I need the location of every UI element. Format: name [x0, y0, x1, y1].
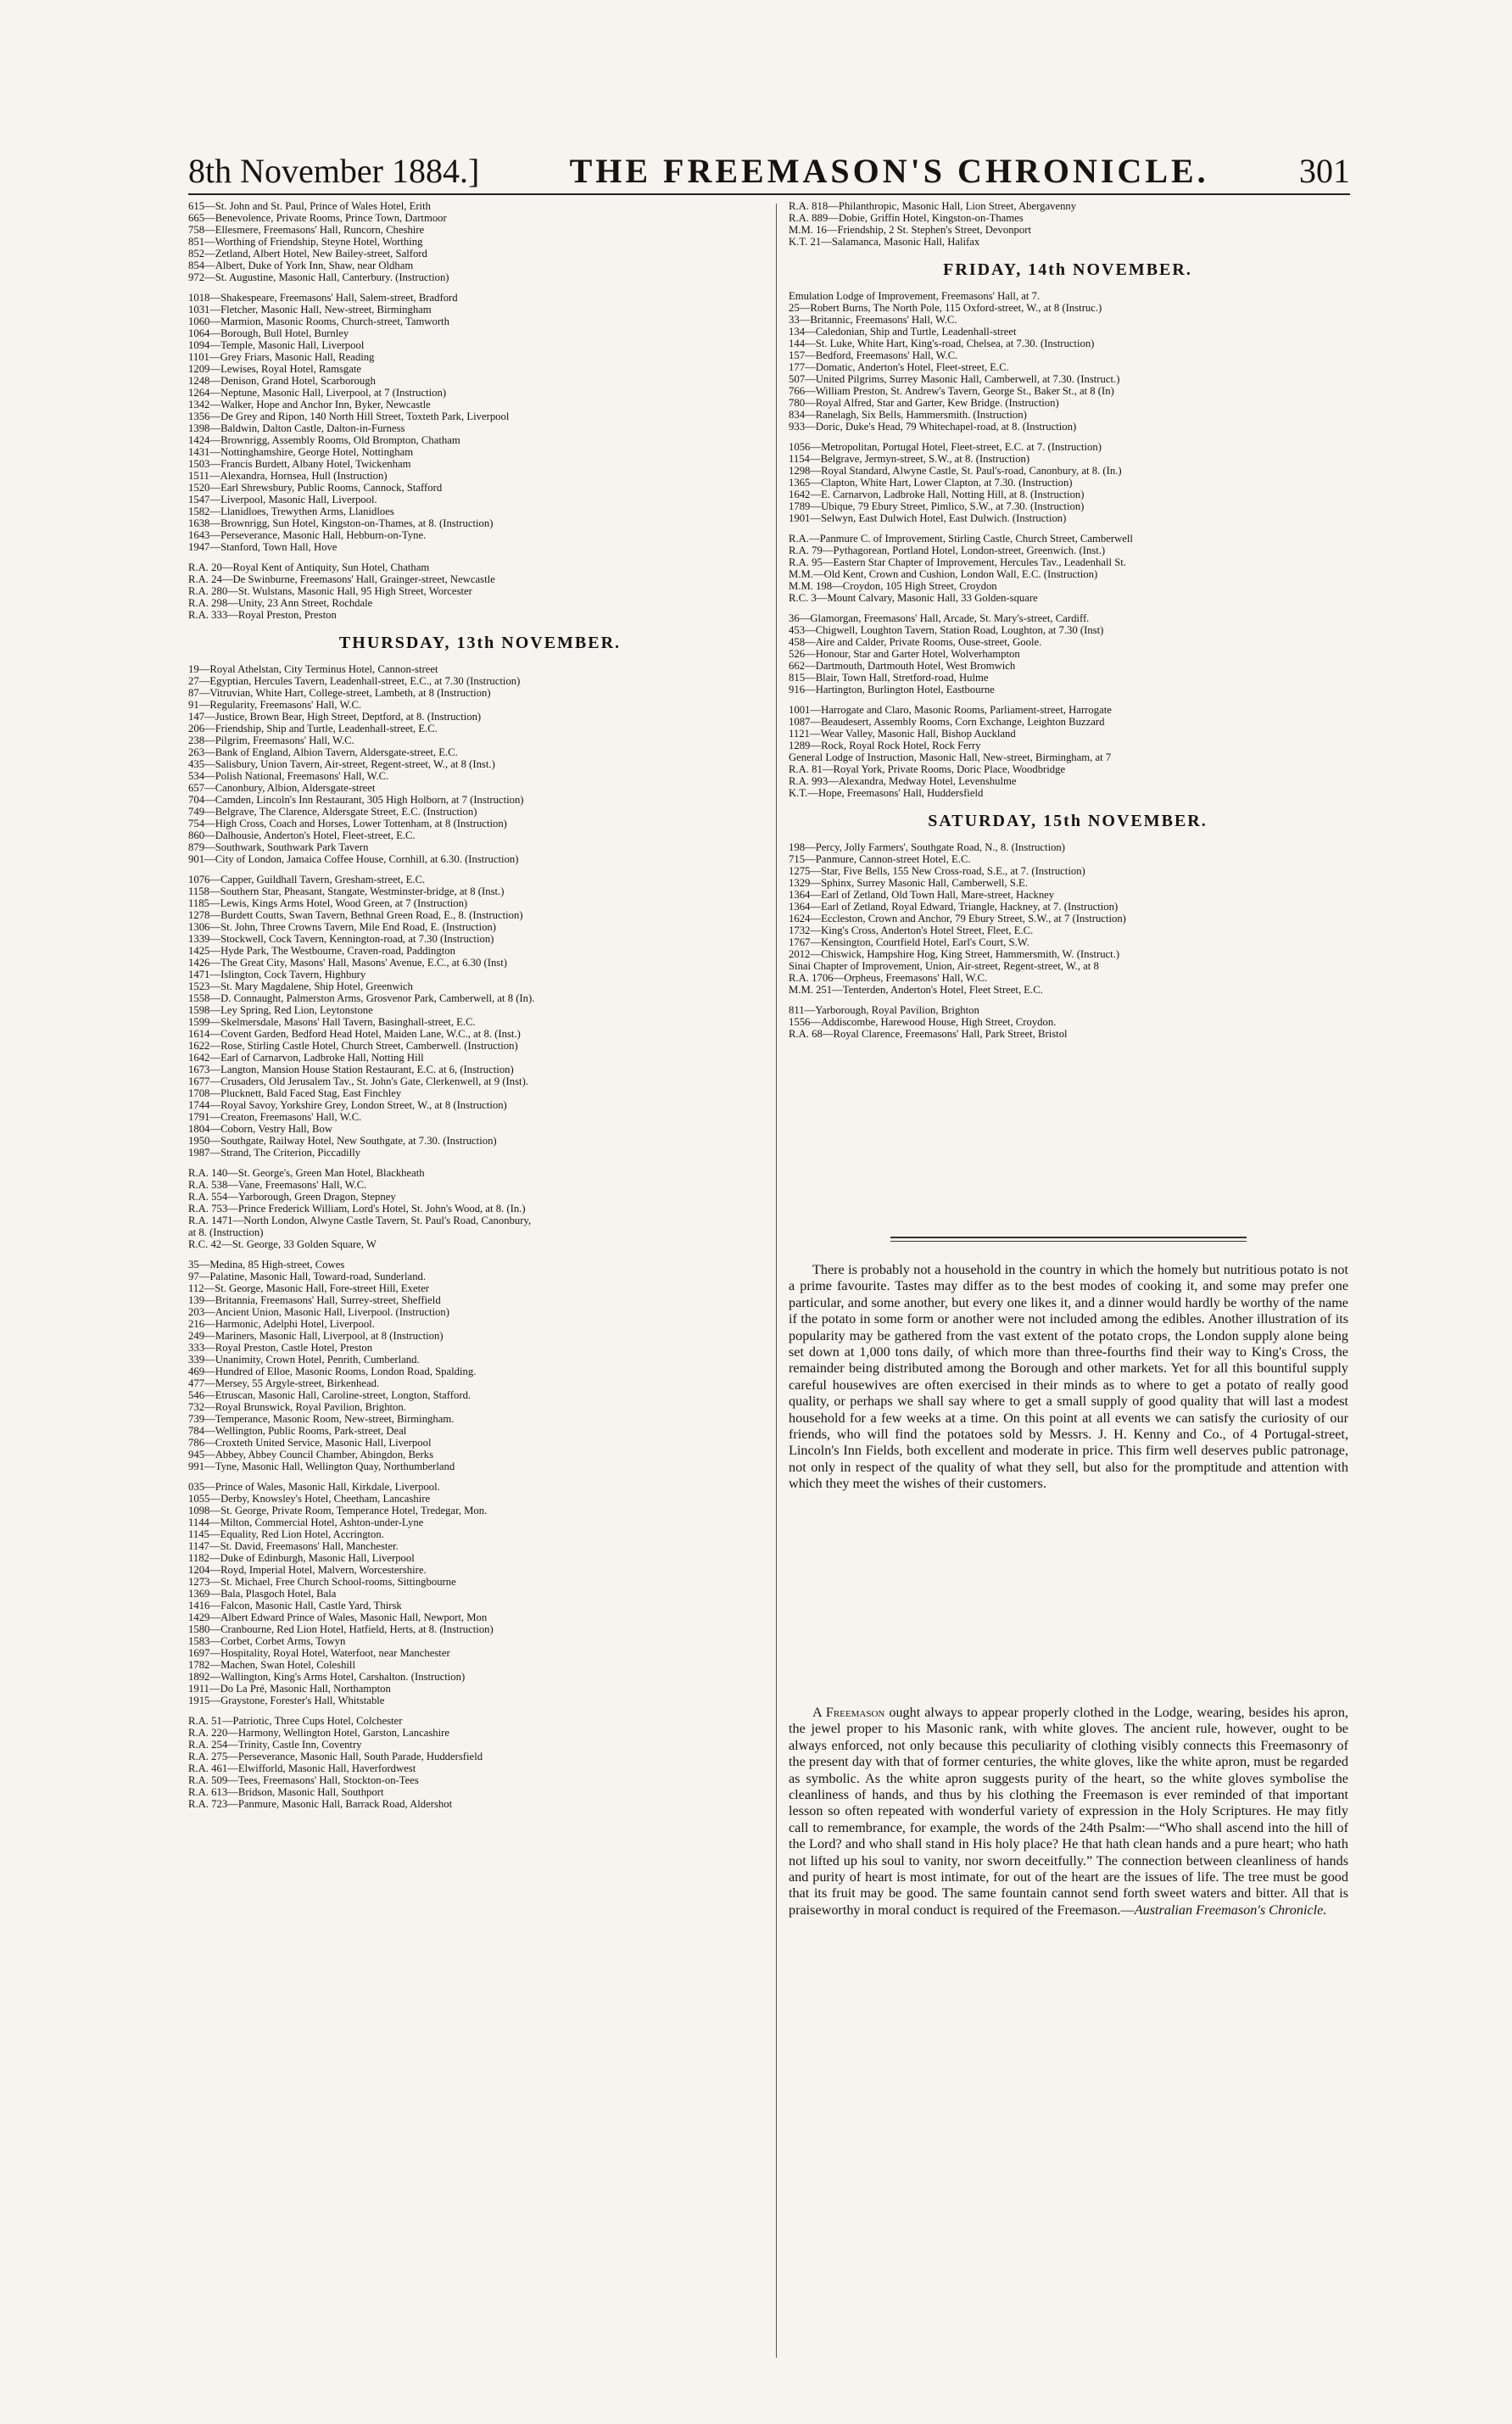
- list-entry: 035—Prince of Wales, Masonic Hall, Kirkdale, Liverpool.: [188, 1481, 440, 1493]
- chapter-list: [789, 200, 1347, 248]
- list-entry: 469—Hundred of Elloe, Masonic Rooms, London Road, Spalding.: [188, 1366, 477, 1377]
- list-entry: R.A. 613—Bridson, Masonic Hall, Southport: [188, 1786, 384, 1798]
- list-entry: 1087—Beaudesert, Assembly Rooms, Corn Exchange, Leighton Buzzard: [789, 716, 1105, 728]
- list-entry: at 8. (Instruction): [188, 1226, 264, 1238]
- list-entry: 732—Royal Brunswick, Royal Pavilion, Brighton.: [188, 1401, 406, 1413]
- list-entry: 1364—Earl of Zetland, Old Town Hall, Mare-street, Hackney: [789, 889, 1055, 901]
- list-entry: 1642—E. Carnarvon, Ladbroke Hall, Notting Hill, at 8. (Instruction): [789, 489, 1085, 500]
- list-entry: R.A. 79—Pythagorean, Portland Hotel, London-street, Greenwich. (Inst.): [789, 545, 1106, 556]
- list-entry: 1511—Alexandra, Hornsea, Hull (Instruction): [188, 470, 388, 482]
- list-entry: 139—Britannia, Freemasons' Hall, Surrey-street, Sheffield: [188, 1294, 441, 1306]
- list-entry: 815—Blair, Town Hall, Stretford-road, Hulme: [789, 672, 989, 684]
- list-entry: R.A. 298—Unity, 23 Ann Street, Rochdale: [188, 597, 373, 609]
- list-entry: 1643—Perseverance, Masonic Hall, Hebburn-on-Tyne.: [188, 529, 427, 541]
- list-entry: 766—William Preston, St. Andrew's Tavern, George St., Baker St., at 8 (In): [789, 385, 1114, 397]
- list-entry: R.A. 220—Harmony, Wellington Hotel, Garston, Lancashire: [188, 1727, 449, 1739]
- list-entry: 1209—Lewises, Royal Hotel, Ramsgate: [188, 363, 362, 375]
- list-entry: 25—Robert Burns, The North Pole, 115 Oxford-street, W., at 8 (Instruc.): [789, 302, 1102, 314]
- list-entry: 97—Palatine, Masonic Hall, Toward-road, Sunderland.: [188, 1271, 427, 1282]
- list-entry: R.A. 554—Yarborough, Green Dragon, Stepney: [188, 1191, 396, 1203]
- list-entry: R.A. 95—Eastern Star Chapter of Improvement, Hercules Tav., Leadenhall St.: [789, 556, 1126, 568]
- list-entry: 739—Temperance, Masonic Room, New-street, Birmingham.: [188, 1413, 455, 1425]
- list-entry: General Lodge of Instruction, Masonic Hall, New-street, Birmingham, at 7: [789, 751, 1112, 763]
- list-entry: 1018—Shakespeare, Freemasons' Hall, Salem-street, Bradford: [188, 292, 458, 304]
- list-entry: 1599—Skelmersdale, Masons' Hall Tavern, Basinghall-street, E.C.: [188, 1016, 476, 1028]
- list-entry: R.A. 461—Elwifforld, Masonic Hall, Haverfordwest: [188, 1762, 416, 1774]
- list-entry: 901—City of London, Jamaica Coffee House, Cornhill, at 6.30. (Instruction): [188, 853, 519, 865]
- list-entry: R.A. 1471—North London, Alwyne Castle Tavern, St. Paul's Road, Canonbury,: [188, 1215, 532, 1226]
- list-entry: 1101—Grey Friars, Masonic Hall, Reading: [188, 351, 375, 363]
- article-potato: There is probably not a household in the country in which the homely but nutritious potato is not a prime favourite. Tastes may differ as to the best modes of cooking it, and some may prefer one particular, and some another, but every one likes it, and a dinner would hardly be worthy of the name if the potato in some form or another were not included among the edibles. Another illustration of its popularity may be gathered from the vast extent of the potato crops, the London supply alone being set down at 1,000 tons daily, of which more than three-fourths find their way to King's Cross, the remainder being distributed among the Borough and other markets. Yet for all this bountiful supply careful housewives are often exercised in their minds as to where to get a potato of really good quality, or perhaps we shall say where to get a small supply of good quality that will last a modest household for a few weeks at a time. On this point at all events we can satisfy the curiosity of our friends, who will find the potatoes sold by Messrs. J. H. Kenny and Co., of 4 Portugal-street, Lincoln's Inn Fields, both excellent and moderate in price. This firm well deserves public patronage, not only in respect of the quality of what they sell, but also for the promptitude and attention with which they meet the wishes of their customers.: [789, 1262, 1348, 1492]
- list-entry: 458—Aire and Calder, Private Rooms, Ouse-street, Goole.: [789, 636, 1042, 648]
- list-entry: 1987—Strand, The Criterion, Piccadilly: [188, 1147, 361, 1159]
- page-number: 301: [1299, 152, 1350, 190]
- list-entry: 1789—Ubique, 79 Ebury Street, Pimlico, S.W., at 7.30. (Instruction): [789, 500, 1085, 512]
- list-entry: 35—Medina, 85 High-street, Cowes: [188, 1259, 345, 1271]
- list-entry: 1950—Southgate, Railway Hotel, New Southgate, at 7.30. (Instruction): [188, 1135, 497, 1147]
- list-entry: 1094—Temple, Masonic Hall, Liverpool: [188, 339, 365, 351]
- article-source: Australian Freemason's Chronicle.: [1134, 1902, 1327, 1918]
- list-entry: 1154—Belgrave, Jermyn-street, S.W., at 8. (Instruction): [789, 453, 1030, 465]
- chapter-list: [188, 1715, 772, 1810]
- list-entry: 933—Doric, Duke's Head, 79 Whitechapel-road, at 8. (Instruction): [789, 421, 1077, 433]
- list-entry: 1471—Islington, Cock Tavern, Highbury: [188, 969, 366, 980]
- list-entry: 1369—Bala, Plasgoch Hotel, Bala: [188, 1588, 337, 1600]
- list-entry: R.A. 24—De Swinburne, Freemasons' Hall, Grainger-street, Newcastle: [188, 573, 495, 585]
- list-entry: R.A. 333—Royal Preston, Preston: [188, 609, 337, 621]
- list-entry: 1275—Star, Five Bells, 155 New Cross-road, S.E., at 7. (Instruction): [789, 865, 1085, 877]
- list-entry: 1744—Royal Savoy, Yorkshire Grey, London Street, W., at 8 (Instruction): [188, 1099, 507, 1111]
- list-entry: 112—St. George, Masonic Hall, Fore-street Hill, Exeter: [188, 1282, 429, 1294]
- list-entry: 87—Vitruvian, White Hart, College-street, Lambeth, at 8 (Instruction): [188, 687, 491, 699]
- list-entry: 1791—Creaton, Freemasons' Hall, W.C.: [188, 1111, 362, 1123]
- list-entry: 147—Justice, Brown Bear, High Street, Deptford, at 8. (Instruction): [188, 711, 482, 723]
- section-heading-saturday: SATURDAY, 15th NOVEMBER.: [928, 812, 1208, 830]
- list-entry: 1076—Capper, Guildhall Tavern, Gresham-street, E.C.: [188, 874, 426, 885]
- list-entry: 758—Ellesmere, Freemasons' Hall, Runcorn, Cheshire: [188, 224, 425, 236]
- list-entry: 507—United Pilgrims, Surrey Masonic Hall, Camberwell, at 7.30. (Instruct.): [789, 373, 1120, 385]
- list-entry: R.A. 68—Royal Clarence, Freemasons' Hall, Park Street, Bristol: [789, 1028, 1068, 1040]
- list-entry: R.A. 723—Panmure, Masonic Hall, Barrack Road, Aldershot: [188, 1798, 453, 1810]
- list-entry: 144—St. Luke, White Hart, King's-road, Chelsea, at 7.30. (Instruction): [789, 338, 1095, 349]
- list-entry: 1121—Wear Valley, Masonic Hall, Bishop Auckland: [789, 728, 1016, 740]
- lodge-list: [188, 200, 772, 283]
- list-entry: 1342—Walker, Hope and Anchor Inn, Byker, Newcastle: [188, 399, 431, 411]
- list-entry: 263—Bank of England, Albion Tavern, Aldersgate-street, E.C.: [188, 746, 458, 758]
- list-entry: 1429—Albert Edward Prince of Wales, Masonic Hall, Newport, Mon: [188, 1611, 488, 1623]
- list-entry: 1424—Brownrigg, Assembly Rooms, Old Brompton, Chatham: [188, 434, 460, 446]
- list-entry: 435—Salisbury, Union Tavern, Air-street, Regent-street, W., at 8 (Inst.): [188, 758, 495, 770]
- list-entry: 1426—The Great City, Masons' Hall, Masons' Avenue, E.C., at 6.30 (Inst): [188, 957, 507, 969]
- list-entry: 945—Abbey, Abbey Council Chamber, Abingdon, Berks: [188, 1449, 434, 1461]
- list-entry: 1911—Do La Pré, Masonic Hall, Northampton: [188, 1683, 391, 1695]
- list-entry: 1182—Duke of Edinburgh, Masonic Hall, Liverpool: [188, 1552, 415, 1564]
- list-entry: 36—Glamorgan, Freemasons' Hall, Arcade, St. Mary's-street, Cardiff.: [789, 612, 1090, 624]
- list-entry: R.A. 81—Royal York, Private Rooms, Doric Place, Woodbridge: [789, 763, 1066, 775]
- column-divider: [776, 204, 777, 2358]
- lodge-list: [789, 704, 1347, 799]
- list-entry: 991—Tyne, Masonic Hall, Wellington Quay, Northumberland: [188, 1461, 455, 1472]
- list-entry: 1767—Kensington, Courtfield Hotel, Earl's Court, S.W.: [789, 936, 1029, 948]
- list-entry: 852—Zetland, Albert Hotel, New Bailey-street, Salford: [188, 248, 427, 260]
- lodge-list: [789, 612, 1347, 695]
- list-entry: 1264—Neptune, Masonic Hall, Liverpool, at 7 (Instruction): [188, 387, 447, 399]
- list-entry: R.A. 993—Alexandra, Medway Hotel, Levenshulme: [789, 775, 1017, 787]
- list-entry: R.A. 889—Dobie, Griffin Hotel, Kingston-on-Thames: [789, 212, 1024, 224]
- list-entry: 1306—St. John, Three Crowns Tavern, Mile End Road, E. (Instruction): [188, 921, 497, 933]
- lodge-list: [789, 441, 1347, 524]
- list-entry: 27—Egyptian, Hercules Tavern, Leadenhall-street, E.C., at 7.30 (Instruction): [188, 675, 521, 687]
- chapter-list: [789, 533, 1347, 604]
- list-entry: 780—Royal Alfred, Star and Garter, Kew Bridge. (Instruction): [789, 397, 1059, 409]
- right-column: [789, 200, 1347, 1040]
- list-entry: 1673—Langton, Mansion House Station Restaurant, E.C. at 6, (Instruction): [188, 1064, 514, 1075]
- list-entry: 860—Dalhousie, Anderton's Hotel, Fleet-street, E.C.: [188, 829, 416, 841]
- list-entry: 1185—Lewis, Kings Arms Hotel, Wood Green, at 7 (Instruction): [188, 897, 468, 909]
- list-entry: 1624—Eccleston, Crown and Anchor, 79 Ebury Street, S.W., at 7 (Instruction): [789, 913, 1126, 924]
- list-entry: 1622—Rose, Stirling Castle Hotel, Church Street, Camberwell. (Instruction): [188, 1040, 518, 1052]
- list-entry: K.T. 21—Salamanca, Masonic Hall, Halifax: [789, 236, 980, 248]
- list-entry: 1060—Marmion, Masonic Rooms, Church-street, Tamworth: [188, 316, 449, 327]
- list-entry: 1520—Earl Shrewsbury, Public Rooms, Cannock, Stafford: [188, 482, 443, 494]
- list-entry: 749—Belgrave, The Clarence, Aldersgate Street, E.C. (Instruction): [188, 806, 477, 818]
- list-entry: 854—Albert, Duke of York Inn, Shaw, near Oldham: [188, 260, 414, 271]
- masthead: [188, 139, 1350, 190]
- list-entry: 1001—Harrogate and Claro, Masonic Rooms, Parliament-street, Harrogate: [789, 704, 1112, 716]
- list-entry: 453—Chigwell, Loughton Tavern, Station Road, Loughton, at 7.30 (Inst): [789, 624, 1104, 636]
- list-entry: R.A. 509—Tees, Freemasons' Hall, Stockton-on-Tees: [188, 1774, 419, 1786]
- list-entry: 526—Honour, Star and Garter Hotel, Wolverhampton: [789, 648, 1020, 660]
- list-entry: R.A. 51—Patriotic, Three Cups Hotel, Colchester: [188, 1715, 403, 1727]
- list-entry: 657—Canonbury, Albion, Aldersgate-street: [188, 782, 376, 794]
- list-entry: 615—St. John and St. Paul, Prince of Wales Hotel, Erith: [188, 200, 431, 212]
- list-entry: 851—Worthing of Friendship, Steyne Hotel, Worthing: [188, 236, 423, 248]
- list-entry: 477—Mersey, 55 Argyle-street, Birkenhead.: [188, 1377, 380, 1389]
- list-entry: R.A. 818—Philanthropic, Masonic Hall, Lion Street, Abergavenny: [789, 200, 1077, 212]
- list-entry: 1901—Selwyn, East Dulwich Hotel, East Dulwich. (Instruction): [789, 512, 1067, 524]
- list-entry: 1642—Earl of Carnarvon, Ladbroke Hall, Notting Hill: [188, 1052, 424, 1064]
- list-entry: R.A. 280—St. Wulstans, Masonic Hall, 95 High Street, Worcester: [188, 585, 472, 597]
- lodge-list: [188, 1481, 772, 1706]
- list-entry: Sinai Chapter of Improvement, Union, Air-street, Regent-street, W., at 8: [789, 960, 1099, 972]
- list-entry: 177—Domatic, Anderton's Hotel, Fleet-street, E.C.: [789, 361, 1009, 373]
- list-entry: 203—Ancient Union, Masonic Hall, Liverpool. (Instruction): [188, 1306, 449, 1318]
- list-entry: R.C. 42—St. George, 33 Golden Square, W: [188, 1238, 377, 1250]
- list-entry: 1583—Corbet, Corbet Arms, Towyn: [188, 1635, 346, 1647]
- list-entry: 1056—Metropolitan, Portugal Hotel, Fleet-street, E.C. at 7. (Instruction): [789, 441, 1102, 453]
- list-entry: 1431—Nottinghamshire, George Hotel, Nottingham: [188, 446, 414, 458]
- list-entry: 662—Dartmouth, Dartmouth Hotel, West Bromwich: [789, 660, 1016, 672]
- list-entry: 339—Unanimity, Crown Hotel, Penrith, Cumberland.: [188, 1354, 420, 1366]
- list-entry: M.M. 16—Friendship, 2 St. Stephen's Street, Devonport: [789, 224, 1031, 236]
- list-entry: 1145—Equality, Red Lion Hotel, Accrington.: [188, 1528, 384, 1540]
- list-entry: 1638—Brownrigg, Sun Hotel, Kingston-on-Thames, at 8. (Instruction): [188, 517, 494, 529]
- left-column: [188, 200, 772, 1810]
- list-entry: 1289—Rock, Royal Rock Hotel, Rock Ferry: [789, 740, 981, 751]
- list-entry: 249—Mariners, Masonic Hall, Liverpool, at 8 (Instruction): [188, 1330, 444, 1342]
- list-entry: 786—Croxteth United Service, Masonic Hall, Liverpool: [188, 1437, 432, 1449]
- list-entry: R.A. 20—Royal Kent of Antiquity, Sun Hotel, Chatham: [188, 561, 430, 573]
- article-lead: A: [812, 1705, 822, 1720]
- list-entry: R.A. 538—Vane, Freemasons' Hall, W.C.: [188, 1179, 367, 1191]
- list-entry: R.A. 254—Trinity, Castle Inn, Coventry: [188, 1739, 362, 1751]
- list-entry: R.A. 1706—Orpheus, Freemasons' Hall, W.C.: [789, 972, 988, 984]
- article-body: ought always to appear properly clothed in the Lodge, wearing, besides his apron, the jewel proper to his Masonic rank, with white gloves. The ancient rule, however, ought to be always enforced, not only because this peculiarity of clothing visibly connects this Freemasonry of the present day with that of former centuries, the white gloves, like the white apron, must be regarded as symbolic. As the white apron suggests purity of the heart, so the white gloves symbolise the cleanliness of hands, and thus by his clothing the Freemason is ever reminded of that important lesson so often repeated with wonderful variety of expression in the Holy Scriptures. He may fitly call to remembrance, for example, the words of the 24th Psalm:—“Who shall ascend into the hill of the Lord? and who shall stand in His holy place? He that hath clean hands and a pure heart; who hath not lifted up his soul to vanity, nor sworn deceitfully.” The connection between cleanliness of hands and purity of heart is most intimate, for out of the heart are the issues of life. The tree must be good that its fruit may be good. The same fountain cannot send forth sweet waters and bitter. All that is praiseworthy in moral conduct is required of the Freemason.—: [789, 1705, 1349, 1918]
- list-entry: 1364—Earl of Zetland, Royal Edward, Triangle, Hackney, at 7. (Instruction): [789, 901, 1119, 913]
- list-entry: R.A.—Panmure C. of Improvement, Stirling Castle, Church Street, Camberwell: [789, 533, 1133, 545]
- list-entry: 1892—Wallington, King's Arms Hotel, Carshalton. (Instruction): [188, 1671, 466, 1683]
- list-entry: 715—Panmure, Cannon-street Hotel, E.C.: [789, 853, 971, 865]
- list-entry: 1398—Baldwin, Dalton Castle, Dalton-in-Furness: [188, 422, 405, 434]
- issue-date: 8th November 1884.]: [188, 152, 480, 190]
- list-entry: 1329—Sphinx, Surrey Masonic Hall, Camberwell, S.E.: [789, 877, 1028, 889]
- list-entry: 1064—Borough, Bull Hotel, Burnley: [188, 327, 349, 339]
- list-entry: 811—Yarborough, Royal Pavilion, Brighton: [789, 1004, 979, 1016]
- list-entry: 1547—Liverpool, Masonic Hall, Liverpool.: [188, 494, 377, 505]
- list-entry: 1158—Southern Star, Pheasant, Stangate, Westminster-bridge, at 8 (Inst.): [188, 885, 505, 897]
- list-entry: 1582—Llanidloes, Trewythen Arms, Llanidloes: [188, 505, 394, 517]
- list-entry: 1248—Denison, Grand Hotel, Scarborough: [188, 375, 376, 387]
- list-entry: 1947—Stanford, Town Hall, Hove: [188, 541, 338, 553]
- section-divider-ornament: [890, 1237, 1247, 1242]
- list-entry: 1298—Royal Standard, Alwyne Castle, St. Paul's-road, Canonbury, at 8. (In.): [789, 465, 1122, 477]
- list-entry: 1614—Covent Garden, Bedford Head Hotel, Maiden Lane, W.C., at 8. (Inst.): [188, 1028, 521, 1040]
- list-entry: R.A. 753—Prince Frederick William, Lord's Hotel, St. John's Wood, at 8. (In.): [188, 1203, 526, 1215]
- list-entry: M.M.—Old Kent, Crown and Cushion, London Wall, E.C. (Instruction): [789, 568, 1098, 580]
- list-entry: 754—High Cross, Coach and Horses, Lower Tottenham, at 8 (Instruction): [188, 818, 507, 829]
- list-entry: 1708—Plucknett, Bald Faced Stag, East Finchley: [188, 1087, 402, 1099]
- list-entry: 91—Regularity, Freemasons' Hall, W.C.: [188, 699, 362, 711]
- list-entry: 134—Caledonian, Ship and Turtle, Leadenhall-street: [789, 326, 1017, 338]
- list-entry: 1278—Burdett Coutts, Swan Tavern, Bethnal Green Road, E., 8. (Instruction): [188, 909, 523, 921]
- lodge-list: [789, 1004, 1347, 1040]
- list-entry: R.A. 275—Perseverance, Masonic Hall, South Parade, Huddersfield: [188, 1751, 483, 1762]
- list-entry: R.C. 3—Mount Calvary, Masonic Hall, 33 Golden-square: [789, 592, 1038, 604]
- list-entry: 834—Ranelagh, Six Bells, Hammersmith. (Instruction): [789, 409, 1027, 421]
- list-entry: 1558—D. Connaught, Palmerston Arms, Grosvenor Park, Camberwell, at 8 (In).: [188, 992, 535, 1004]
- list-entry: M.M. 198—Croydon, 105 High Street, Croydon: [789, 580, 997, 592]
- chapter-list: [188, 561, 772, 621]
- list-entry: 1273—St. Michael, Free Church School-rooms, Sittingbourne: [188, 1576, 456, 1588]
- lodge-list: [188, 874, 772, 1159]
- list-entry: 1697—Hospitality, Royal Hotel, Waterfoot, near Manchester: [188, 1647, 450, 1659]
- lodge-list: [188, 292, 772, 553]
- list-entry: 1677—Crusaders, Old Jerusalem Tav., St. John's Gate, Clerkenwell, at 9 (Inst).: [188, 1075, 528, 1087]
- list-entry: 1804—Coborn, Vestry Hall, Bow: [188, 1123, 332, 1135]
- list-entry: 1031—Fletcher, Masonic Hall, New-street, Birmingham: [188, 304, 432, 316]
- list-entry: 1416—Falcon, Masonic Hall, Castle Yard, Thirsk: [188, 1600, 402, 1611]
- list-entry: 2012—Chiswick, Hampshire Hog, King Street, Hammersmith, W. (Instruct.): [789, 948, 1120, 960]
- list-entry: 216—Harmonic, Adelphi Hotel, Liverpool.: [188, 1318, 375, 1330]
- list-entry: 1144—Milton, Commercial Hotel, Ashton-under-Lyne: [188, 1516, 424, 1528]
- section-heading-thursday: THURSDAY, 13th NOVEMBER.: [338, 634, 622, 652]
- article-freemason-clothing: [789, 1705, 1348, 1919]
- list-entry: 1503—Francis Burdett, Albany Hotel, Twickenham: [188, 458, 411, 470]
- list-entry: 1598—Ley Spring, Red Lion, Leytonstone: [188, 1004, 373, 1016]
- publication-title: THE FREEMASON'S CHRONICLE.: [569, 152, 1209, 190]
- list-entry: 206—Friendship, Ship and Turtle, Leadenhall-street, E.C.: [188, 723, 438, 734]
- list-entry: 1556—Addiscombe, Harewood House, High Street, Croydon.: [789, 1016, 1057, 1028]
- list-entry: 784—Wellington, Public Rooms, Park-street, Deal: [188, 1425, 407, 1437]
- list-entry: 1098—St. George, Private Room, Temperance Hotel, Tredegar, Mon.: [188, 1505, 488, 1516]
- list-entry: K.T.—Hope, Freemasons' Hall, Huddersfield: [789, 787, 984, 799]
- list-entry: 238—Pilgrim, Freemasons' Hall, W.C.: [188, 734, 354, 746]
- list-entry: 1782—Machen, Swan Hotel, Coleshill: [188, 1659, 355, 1671]
- article-smallcaps: Freemason: [825, 1705, 885, 1720]
- list-entry: 1580—Cranbourne, Red Lion Hotel, Hatfield, Herts, at 8. (Instruction): [188, 1623, 494, 1635]
- list-entry: 333—Royal Preston, Castle Hotel, Preston: [188, 1342, 373, 1354]
- list-entry: 546—Etruscan, Masonic Hall, Caroline-street, Longton, Stafford.: [188, 1389, 471, 1401]
- list-entry: 1204—Royd, Imperial Hotel, Malvern, Worcestershire.: [188, 1564, 427, 1576]
- list-entry: 1425—Hyde Park, The Westbourne, Craven-road, Paddington: [188, 945, 455, 957]
- list-entry: 1055—Derby, Knowsley's Hotel, Cheetham, Lancashire: [188, 1493, 431, 1505]
- list-entry: 157—Bedford, Freemasons' Hall, W.C.: [789, 349, 958, 361]
- list-entry: 19—Royal Athelstan, City Terminus Hotel, Cannon-street: [188, 663, 438, 675]
- list-entry: R.A. 140—St. George's, Green Man Hotel, Blackheath: [188, 1167, 425, 1179]
- list-entry: 972—St. Augustine, Masonic Hall, Canterbury. (Instruction): [188, 271, 449, 283]
- list-entry: 879—Southwark, Southwark Park Tavern: [188, 841, 369, 853]
- list-entry: 1732—King's Cross, Anderton's Hotel Street, Fleet, E.C.: [789, 924, 1034, 936]
- list-entry: 1356—De Grey and Ripon, 140 North Hill Street, Toxteth Park, Liverpool: [188, 411, 510, 422]
- list-entry: M.M. 251—Tenterden, Anderton's Hotel, Fleet Street, E.C.: [789, 984, 1043, 996]
- list-entry: 665—Benevolence, Private Rooms, Prince Town, Dartmoor: [188, 212, 447, 224]
- list-entry: 1915—Graystone, Forester's Hall, Whitstable: [188, 1695, 385, 1706]
- list-entry: 1523—St. Mary Magdalene, Ship Hotel, Greenwich: [188, 980, 413, 992]
- list-entry: 534—Polish National, Freemasons' Hall, W.C.: [188, 770, 389, 782]
- list-entry: 1147—St. David, Freemasons' Hall, Manchester.: [188, 1540, 399, 1552]
- chapter-list: [188, 1167, 772, 1250]
- list-entry: 1365—Clapton, White Hart, Lower Clapton, at 7.30. (Instruction): [789, 477, 1073, 489]
- section-heading-friday: FRIDAY, 14th NOVEMBER.: [943, 260, 1192, 279]
- lodge-list: [188, 663, 772, 865]
- lodge-list: [188, 1259, 772, 1472]
- lodge-list: [789, 841, 1347, 996]
- list-entry: 704—Camden, Lincoln's Inn Restaurant, 305 High Holborn, at 7 (Instruction): [188, 794, 524, 806]
- list-entry: 1339—Stockwell, Cock Tavern, Kennington-road, at 7.30 (Instruction): [188, 933, 494, 945]
- list-entry: 916—Hartington, Burlington Hotel, Eastbourne: [789, 684, 995, 695]
- list-entry: 33—Britannic, Freemasons' Hall, W.C.: [789, 314, 957, 326]
- list-entry: 198—Percy, Jolly Farmers', Southgate Road, N., 8. (Instruction): [789, 841, 1066, 853]
- header-rule: [188, 193, 1350, 195]
- lodge-list: [789, 290, 1347, 433]
- list-entry: Emulation Lodge of Improvement, Freemasons' Hall, at 7.: [789, 290, 1041, 302]
